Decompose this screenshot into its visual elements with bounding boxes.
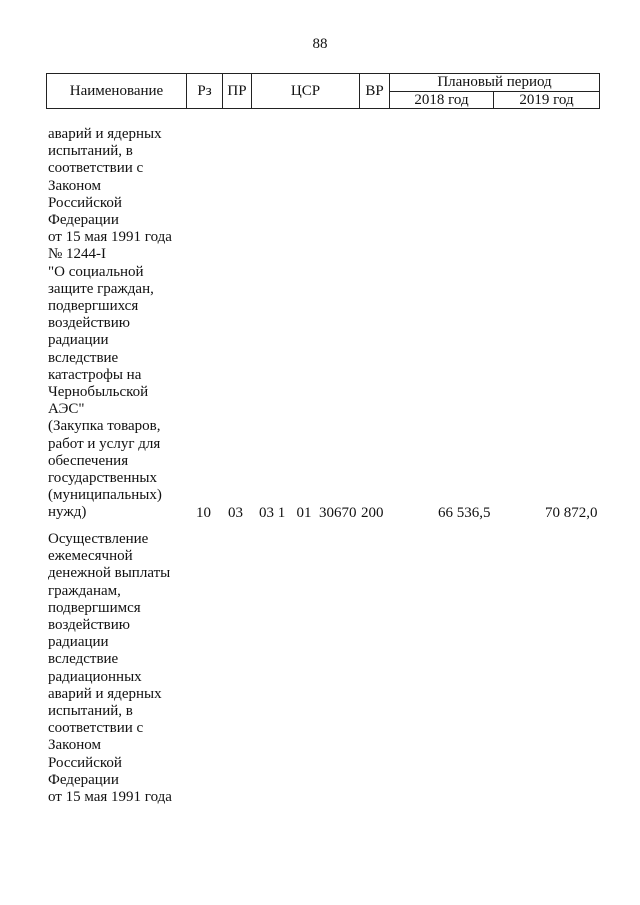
row-1-value-2018: 66 536,5	[438, 505, 491, 521]
row-1-name: аварий и ядерных испытаний, в соответствии с Законом Российской Федерации от 15 мая 1991 года № 1244-I "О социальной защите граждан, подвергшихся воздействию радиации вследствие катастрофы на Чернобыльской АЭС" (Закупка товаров, работ и услуг для обеспечения государственных (муниципальных) нужд)	[48, 126, 172, 521]
column-header-2019: 2019 год	[494, 91, 600, 109]
row-1-csr: 03 1 01 30670	[259, 505, 357, 521]
page-number: 88	[312, 36, 328, 52]
column-header-rz: Рз	[187, 74, 223, 109]
row-1-vr: 200	[361, 505, 384, 521]
row-1-rz: 10	[196, 505, 211, 521]
row-1-value-2019: 70 872,0	[545, 505, 598, 521]
column-header-csr: ЦСР	[252, 74, 360, 109]
row-1-pr: 03	[228, 505, 243, 521]
column-header-name: Наименование	[47, 74, 187, 109]
column-header-planned-period: Плановый период	[390, 74, 600, 92]
row-2-name: Осуществление ежемесячной денежной выплаты гражданам, подвергшимся воздействию радиации вследствие радиационных аварий и ядерных испытаний, в соответствии с Законом Российской Федерации от 15 мая 1991 года	[48, 531, 172, 806]
table-header	[46, 73, 600, 109]
column-header-2018: 2018 год	[390, 91, 494, 109]
column-header-vr: ВР	[360, 74, 390, 109]
column-header-pr: ПР	[223, 74, 252, 109]
